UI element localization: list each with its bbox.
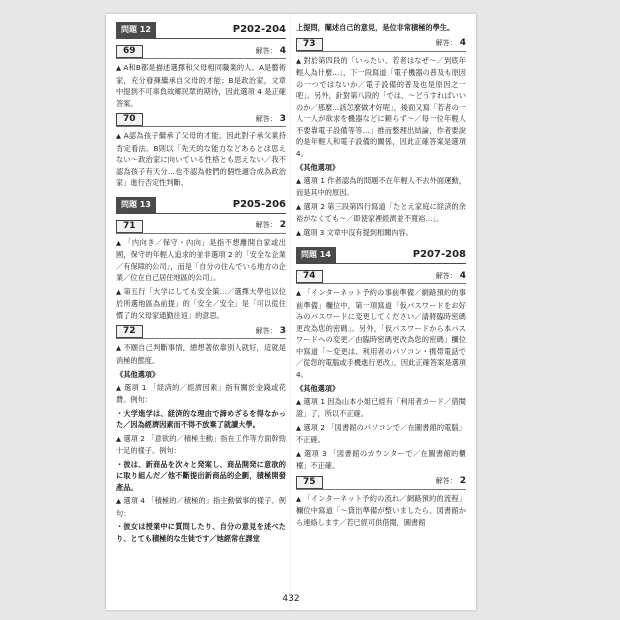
explanation: ▲ 不願自己判斷事情，總想著依靠別人就好，這就是消極的態度。 xyxy=(116,342,286,366)
answer: 解答： 2 xyxy=(435,476,466,487)
explanation: ▲ 「内向き／保守・內向」是指不想離開自家或出國，保守的年輕人追求的並非選項 2 的「安全な企業／有保障的公司」，而是「自分の住んでいる地方の企業／位在自己居住地區的公司」。 xyxy=(116,237,286,284)
answer: 解答： 2 xyxy=(255,220,286,231)
continued-text: 上提問，闡述自己的意見，是位非常積極的學生。 xyxy=(296,23,455,32)
other-options-heading: 《其他選項》 xyxy=(296,384,340,393)
question-header-70 xyxy=(116,113,286,126)
book-page xyxy=(106,14,476,610)
left-column xyxy=(116,14,286,546)
other-options-heading: 《其他選項》 xyxy=(116,370,160,379)
answer: 解答： 3 xyxy=(255,113,286,124)
explanation: ▲ A認為孩子繼承了父母的才能，因此對子承父業持肯定看法。B則以「先天的な能力などあるとは思えない～政治家に向いている性格とも思えない／我不認為孩子有天分…也不認為他們的個性適合成為政治家」進行否定性判斷。 xyxy=(116,130,286,189)
section-tag: 問題 13 xyxy=(116,197,156,213)
page-number: 432 xyxy=(282,594,300,604)
answer: 解答： 4 xyxy=(255,45,286,56)
answer: 解答： 4 xyxy=(435,38,466,49)
explanation: ▲ A和B都是描述選擇和父母相同職業的人。A是藝術家，充分發揮繼承自父母的才能；B是政治家，文章中提到不可辜負故鄉民眾的期待，因此選項 4 是正確答案。 xyxy=(116,62,286,109)
option-note: ▲ 選項 1 因為山本小姐已經有「利用者カード／借閱證」了，所以不正確。 xyxy=(296,396,466,420)
example-sentence: ・ 大学進学は、経済的な理由で諦めざるを得なかった／因為經濟因素而不得不放棄了就讀大學。 xyxy=(116,408,286,431)
question-number: 75 xyxy=(296,476,323,489)
option-note: ▲ 選項 2 「意欲的／積極主動」指在工作等方面幹勁十足的樣子。例句： xyxy=(116,433,286,457)
question-number: 70 xyxy=(116,113,143,126)
section-header-14 xyxy=(296,247,466,264)
question-header-73 xyxy=(296,38,466,51)
page-range: P205-206 xyxy=(232,198,286,210)
section-tag: 問題 14 xyxy=(296,247,336,263)
section-header-12 xyxy=(116,22,286,39)
question-number: 69 xyxy=(116,45,143,58)
explanation: ▲ 「インターネット予約の流れ／網路預約的流程」欄位中寫道「～貸出準備が整いましたら、図書館から連絡します／若已經可供借閱，圖書館 xyxy=(296,493,466,529)
option-note: ▲ 選項 2 「図書館のパソコンで／在圖書館的電腦」不正確。 xyxy=(296,422,466,446)
example-sentence: ・ 彼は、新商品を次々と発案し、商品開発に意欲的に取り組んだ／他不斷提出新商品的企劃，積極開發產品。 xyxy=(116,459,286,494)
explanation: ▲ 「インターネット予約の事前準備／網路預約的事前準備」欄位中，第一項寫道「仮パスワードをお好みのパスワードに変更してください／請將臨時密碼更改為您的密碼」。另外，「仮パスワードから本パスワードへの変更／由臨時密碼更改為您的密碼」欄位中寫道「～変更は、利用者のパソコン・携帯電話で／從您的電腦或手機進行更改」，因此正確答案是選項 4。 xyxy=(296,287,466,380)
option-note: ▲ 選項 4 「積極的／積極的」指主動做事的樣子。例句： xyxy=(116,495,286,519)
question-header-72 xyxy=(116,325,286,338)
right-column xyxy=(296,14,466,530)
answer: 解答： 3 xyxy=(255,325,286,336)
page-range: P207-208 xyxy=(412,249,466,261)
question-header-74 xyxy=(296,270,466,283)
column-gutter xyxy=(290,14,291,610)
section-tag: 問題 12 xyxy=(116,22,156,38)
option-note: ▲ 選項 3 「図書館のカウンターで／在圖書館的櫃檯」不正確。 xyxy=(296,448,466,472)
question-number: 71 xyxy=(116,220,143,233)
example-sentence: ・ 彼女は授業中に質問したり、自分の意見を述べたり、とても積極的な生徒です／她經常在課堂 xyxy=(116,521,286,544)
page-range: P202-204 xyxy=(232,24,286,36)
option-note: ▲ 選項 1 作者認為的問題不在年輕人不去外面運動，而是其中的原因。 xyxy=(296,175,466,199)
option-note: ▲ 選項 1 「経済的／經濟因素」指有關於金錢或花費。例句： xyxy=(116,382,286,406)
option-note: ▲ 選項 3 文章中沒有提到相關內容。 xyxy=(296,227,466,240)
other-options-heading: 《其他選項》 xyxy=(296,163,340,172)
question-header-71 xyxy=(116,220,286,233)
question-number: 74 xyxy=(296,270,323,283)
question-number: 72 xyxy=(116,325,143,338)
option-note: ▲ 選項 2 第三段第四行寫道「たとえ家庭に経済的余裕がなくても～／即使家裡經濟並不寬裕…」。 xyxy=(296,201,466,225)
section-header-13 xyxy=(116,197,286,214)
explanation: ▲ 第五行「大学にしても安全策…／選擇大學也以位於所選地區為前提」的「安全／安全」是「可以從住慣了的父母家通勤往返」的意思。 xyxy=(116,286,286,322)
answer: 解答： 4 xyxy=(435,270,466,281)
question-header-75 xyxy=(296,476,466,489)
question-header-69 xyxy=(116,45,286,58)
explanation: ▲ 對於第四段的「いったい、若者はなぜ～／到底年輕人為什麼…」，下一段寫道「電子機器の普及も原因の一つではないか／電子設備的普及也是原因之一吧」。另外，針對第八段的「では、～どうすればいいのか／那麼…該怎麼做才好呢」，後面又寫「若者の一人一人が欲求を機器などに頼らず～／每一位年輕人不要靠電子設備等等…」推而整理出結論，作者要說的是年輕人和電子設備的關係，因此正確答案是選項 4。 xyxy=(296,55,466,160)
question-number: 73 xyxy=(296,38,323,51)
